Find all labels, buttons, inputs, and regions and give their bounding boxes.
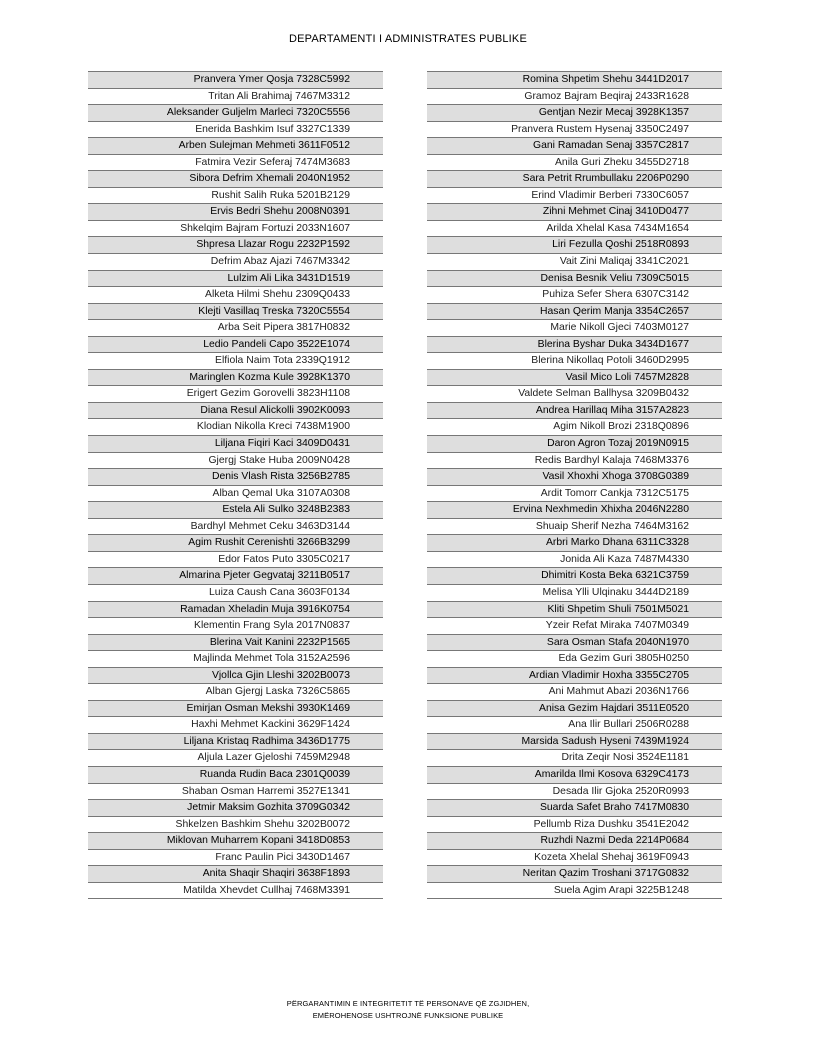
list-item: Shaban Osman Harremi 3527E1341 [88, 784, 383, 801]
list-item: Arben Sulejman Mehmeti 3611F0512 [88, 138, 383, 155]
list-item: Ardit Tomorr Cankja 7312C5175 [427, 486, 722, 503]
list-item: Shkelqim Bajram Fortuzi 2033N1607 [88, 221, 383, 238]
list-item: Arbri Marko Dhana 6311C3328 [427, 535, 722, 552]
list-item: Vasil Xhoxhi Xhoga 3708G0389 [427, 469, 722, 486]
list-item: Marie Nikoll Gjeci 7403M0127 [427, 320, 722, 337]
list-item: Ruzhdi Nazmi Deda 2214P0684 [427, 833, 722, 850]
list-item: Emirjan Osman Mekshi 3930K1469 [88, 701, 383, 718]
list-item: Shkelzen Bashkim Shehu 3202B0072 [88, 817, 383, 834]
list-item: Melisa Ylli Ulqinaku 3444D2189 [427, 585, 722, 602]
list-item: Pranvera Rustem Hysenaj 3350C2497 [427, 122, 722, 139]
list-item: Denis Vlash Rista 3256B2785 [88, 469, 383, 486]
list-item: Miklovan Muharrem Kopani 3418D0853 [88, 833, 383, 850]
list-item: Alketa Hilmi Shehu 2309Q0433 [88, 287, 383, 304]
list-item: Jonida Ali Kaza 7487M4330 [427, 552, 722, 569]
list-item: Valdete Selman Ballhysa 3209B0432 [427, 386, 722, 403]
list-item: Matilda Xhevdet Cullhaj 7468M3391 [88, 883, 383, 900]
list-item: Franc Paulin Pici 3430D1467 [88, 850, 383, 867]
list-item: Klementin Frang Syla 2017N0837 [88, 618, 383, 635]
list-item: Sibora Defrim Xhemali 2040N1952 [88, 171, 383, 188]
list-item: Jetmir Maksim Gozhita 3709G0342 [88, 800, 383, 817]
list-item: Gani Ramadan Senaj 3357C2817 [427, 138, 722, 155]
list-item: Klodian Nikolla Kreci 7438M1900 [88, 419, 383, 436]
list-item: Klejti Vasillaq Treska 7320C5554 [88, 304, 383, 321]
list-item: Yzeir Refat Miraka 7407M0349 [427, 618, 722, 635]
list-item: Kozeta Xhelal Shehaj 3619F0943 [427, 850, 722, 867]
list-item: Pellumb Riza Dushku 3541E2042 [427, 817, 722, 834]
list-item: Vait Zini Maliqaj 3341C2021 [427, 254, 722, 271]
list-item: Sara Osman Stafa 2040N1970 [427, 635, 722, 652]
list-item: Desada Ilir Gjoka 2520R0993 [427, 784, 722, 801]
list-item: Hasan Qerim Manja 3354C2657 [427, 304, 722, 321]
list-item: Puhiza Sefer Shera 6307C3142 [427, 287, 722, 304]
list-item: Romina Shpetim Shehu 3441D2017 [427, 72, 722, 89]
list-item: Ervis Bedri Shehu 2008N0391 [88, 204, 383, 221]
list-item: Dhimitri Kosta Beka 6321C3759 [427, 568, 722, 585]
list-item: Arba Seit Pipera 3817H0832 [88, 320, 383, 337]
list-item: Lulzim Ali Lika 3431D1519 [88, 271, 383, 288]
list-item: Fatmira Vezir Seferaj 7474M3683 [88, 155, 383, 172]
list-item: Rushit Salih Ruka 5201B2129 [88, 188, 383, 205]
list-item: Blerina Vait Kanini 2232P1565 [88, 635, 383, 652]
list-item: Maringlen Kozma Kule 3928K1370 [88, 370, 383, 387]
list-item: Liljana Kristaq Radhima 3436D1775 [88, 734, 383, 751]
list-item: Sara Petrit Rrumbullaku 2206P0290 [427, 171, 722, 188]
list-item: Shuaip Sherif Nezha 7464M3162 [427, 519, 722, 536]
list-item: Almarina Pjeter Gegvataj 3211B0517 [88, 568, 383, 585]
list-item: Vjollca Gjin Lleshi 3202B0073 [88, 668, 383, 685]
list-item: Denisa Besnik Veliu 7309C5015 [427, 271, 722, 288]
page-footer [0, 998, 816, 1022]
list-item: Ani Mahmut Abazi 2036N1766 [427, 684, 722, 701]
footer-line-1: PËRGARANTIMIN E INTEGRITETIT TË PERSONAVE QË ZGJIDHEN, [286, 999, 530, 1008]
list-item: Andrea Harillaq Miha 3157A2823 [427, 403, 722, 420]
list-item: Aleksander Guljelm Marleci 7320C5556 [88, 105, 383, 122]
list-item: Ervina Nexhmedin Xhixha 2046N2280 [427, 502, 722, 519]
list-item: Pranvera Ymer Qosja 7328C5992 [88, 72, 383, 89]
list-item: Drita Zeqir Nosi 3524E1181 [427, 750, 722, 767]
list-item: Gramoz Bajram Beqiraj 2433R1628 [427, 89, 722, 106]
list-item: Majlinda Mehmet Tola 3152A2596 [88, 651, 383, 668]
list-item: Blerina Nikollaq Potoli 3460D2995 [427, 353, 722, 370]
list-item: Liri Fezulla Qoshi 2518R0893 [427, 237, 722, 254]
list-item: Liljana Fiqiri Kaci 3409D0431 [88, 436, 383, 453]
list-item: Amarilda Ilmi Kosova 6329C4173 [427, 767, 722, 784]
list-item: Suela Agim Arapi 3225B1248 [427, 883, 722, 900]
list-item: Bardhyl Mehmet Ceku 3463D3144 [88, 519, 383, 536]
list-item: Estela Ali Sulko 3248B2383 [88, 502, 383, 519]
list-item: Kliti Shpetim Shuli 7501M5021 [427, 602, 722, 619]
list-item: Eda Gezim Guri 3805H0250 [427, 651, 722, 668]
list-item: Blerina Byshar Duka 3434D1677 [427, 337, 722, 354]
list-item: Anisa Gezim Hajdari 3511E0520 [427, 701, 722, 718]
list-item: Shpresa Llazar Rogu 2232P1592 [88, 237, 383, 254]
list-item: Anila Guri Zheku 3455D2718 [427, 155, 722, 172]
list-item: Aljula Lazer Gjeloshi 7459M2948 [88, 750, 383, 767]
list-item: Alban Gjergj Laska 7326C5865 [88, 684, 383, 701]
list-item: Ana Ilir Bullari 2506R0288 [427, 717, 722, 734]
list-item: Ledio Pandeli Capo 3522E1074 [88, 337, 383, 354]
list-item: Defrim Abaz Ajazi 7467M3342 [88, 254, 383, 271]
list-item: Erind Vladimir Berberi 7330C6057 [427, 188, 722, 205]
list-item: Vasil Mico Loli 7457M2828 [427, 370, 722, 387]
list-item: Erigert Gezim Gorovelli 3823H1108 [88, 386, 383, 403]
list-item: Alban Qemal Uka 3107A0308 [88, 486, 383, 503]
page-title: DEPARTAMENTI I ADMINISTRATES PUBLIKE [288, 33, 528, 45]
list-item: Edor Fatos Puto 3305C0217 [88, 552, 383, 569]
list-item: Elfiola Naim Tota 2339Q1912 [88, 353, 383, 370]
list-item: Zihni Mehmet Cinaj 3410D0477 [427, 204, 722, 221]
list-item: Ardian Vladimir Hoxha 3355C2705 [427, 668, 722, 685]
list-item: Anita Shaqir Shaqiri 3638F1893 [88, 866, 383, 883]
list-item: Arilda Xhelal Kasa 7434M1654 [427, 221, 722, 238]
list-item: Daron Agron Tozaj 2019N0915 [427, 436, 722, 453]
footer-line-2: EMËROHENOSE USHTROJNË FUNKSIONE PUBLIKE [312, 1011, 504, 1020]
list-item: Marsida Sadush Hyseni 7439M1924 [427, 734, 722, 751]
list-item: Gjergj Stake Huba 2009N0428 [88, 453, 383, 470]
right-name-list [427, 71, 722, 899]
list-item: Enerida Bashkim Isuf 3327C1339 [88, 122, 383, 139]
list-item: Neritan Qazim Troshani 3717G0832 [427, 866, 722, 883]
list-item: Haxhi Mehmet Kackini 3629F1424 [88, 717, 383, 734]
list-item: Suarda Safet Braho 7417M0830 [427, 800, 722, 817]
list-item: Agim Rushit Cerenishti 3266B3299 [88, 535, 383, 552]
list-item: Diana Resul Alickolli 3902K0093 [88, 403, 383, 420]
list-item: Agim Nikoll Brozi 2318Q0896 [427, 419, 722, 436]
list-item: Tritan Ali Brahimaj 7467M3312 [88, 89, 383, 106]
left-name-list [88, 71, 383, 899]
list-item: Ruanda Rudin Baca 2301Q0039 [88, 767, 383, 784]
list-item: Gentjan Nezir Mecaj 3928K1357 [427, 105, 722, 122]
list-item: Ramadan Xheladin Muja 3916K0754 [88, 602, 383, 619]
list-item: Redis Bardhyl Kalaja 7468M3376 [427, 453, 722, 470]
list-item: Luiza Caush Cana 3603F0134 [88, 585, 383, 602]
